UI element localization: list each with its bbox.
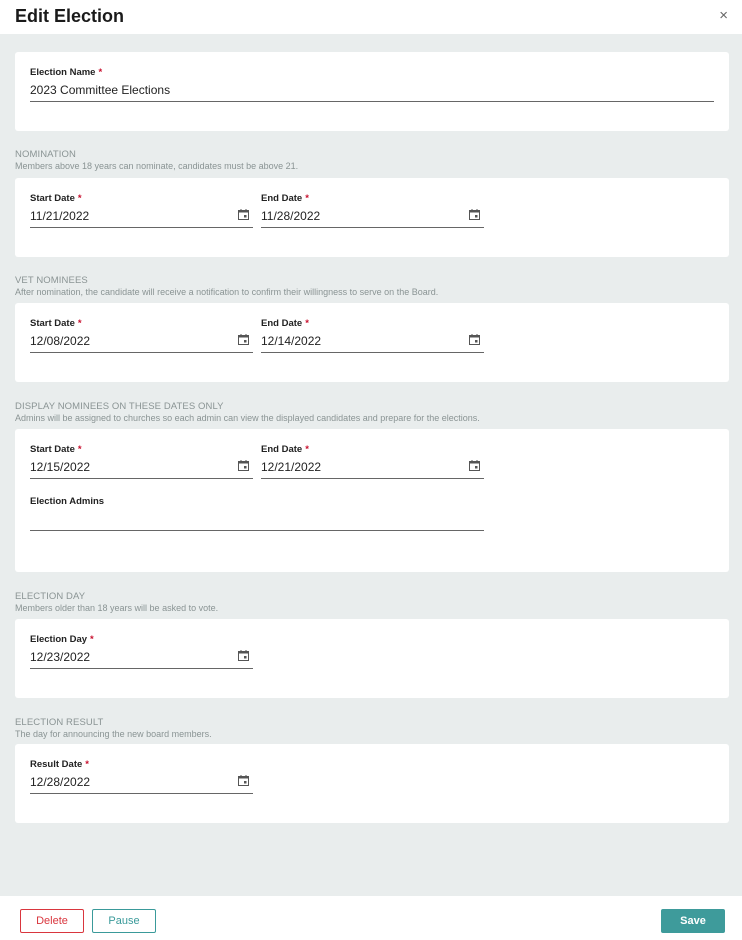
- section-description: After nomination, the candidate will receive a notification to confirm their willingness to serve on the Board.: [15, 287, 439, 297]
- pause-button[interactable]: Pause: [92, 909, 156, 933]
- input-underline: [30, 352, 253, 353]
- section-description: The day for announcing the new board members.: [15, 729, 212, 739]
- start-date-label: Start Date: [30, 193, 75, 204]
- section-description: Admins will be assigned to churches so each admin can view the displayed candidates and prepare for the elections.: [15, 413, 480, 423]
- calendar-icon[interactable]: [238, 650, 249, 661]
- dialog-footer: [0, 896, 742, 940]
- vet-start-date-input[interactable]: 12/08/2022: [30, 334, 91, 348]
- nomination-end-date-input[interactable]: 11/28/2022: [261, 209, 321, 223]
- input-underline: [30, 530, 484, 531]
- display-end-date-field[interactable]: [261, 444, 484, 474]
- required-mark: *: [90, 634, 94, 645]
- required-mark: *: [305, 193, 309, 204]
- start-date-label: Start Date: [30, 318, 75, 329]
- required-mark: *: [98, 67, 103, 78]
- required-mark: *: [305, 318, 309, 329]
- dialog-header: [0, 0, 742, 34]
- election-day-input[interactable]: 12/23/2022: [30, 650, 91, 664]
- section-description: Members above 18 years can nominate, candidates must be above 21.: [15, 161, 299, 171]
- input-underline: [261, 227, 484, 228]
- input-underline: [261, 478, 484, 479]
- input-underline: [30, 478, 253, 479]
- required-mark: *: [85, 759, 89, 770]
- section-title: VET NOMINEES: [15, 275, 88, 286]
- display-start-date-field[interactable]: [30, 444, 253, 474]
- display-nominees-card: [15, 429, 729, 572]
- election-name-input[interactable]: 2023 Committee Elections: [30, 83, 171, 97]
- display-start-date-input[interactable]: 12/15/2022: [30, 460, 91, 474]
- election-day-section-header: [15, 591, 727, 614]
- end-date-label: End Date: [261, 193, 303, 204]
- input-underline: [30, 227, 253, 228]
- section-title: ELECTION RESULT: [15, 717, 104, 728]
- election-name-card: [15, 52, 729, 131]
- calendar-icon[interactable]: [238, 775, 249, 786]
- section-description: Members older than 18 years will be asked to vote.: [15, 603, 219, 613]
- save-button[interactable]: Save: [661, 909, 725, 933]
- election-admins-label: Election Admins: [30, 496, 105, 507]
- vet-start-date-field[interactable]: [30, 318, 253, 348]
- start-date-label: Start Date: [30, 444, 75, 455]
- delete-button[interactable]: Delete: [20, 909, 84, 933]
- calendar-icon[interactable]: [469, 209, 480, 220]
- election-day-field[interactable]: [30, 634, 253, 664]
- close-icon[interactable]: ×: [719, 7, 728, 24]
- calendar-icon[interactable]: [469, 334, 480, 345]
- required-mark: *: [77, 318, 82, 329]
- vet-end-date-field[interactable]: [261, 318, 484, 348]
- calendar-icon[interactable]: [469, 460, 480, 471]
- election-result-section-header: [15, 717, 727, 740]
- election-day-card: [15, 619, 729, 698]
- end-date-label: End Date: [261, 318, 303, 329]
- required-mark: *: [77, 444, 82, 455]
- section-title: DISPLAY NOMINEES ON THESE DATES ONLY: [15, 401, 224, 412]
- nomination-start-date-field[interactable]: [30, 193, 253, 223]
- required-mark: *: [305, 444, 309, 455]
- calendar-icon[interactable]: [238, 209, 249, 220]
- election-name-field[interactable]: [30, 67, 714, 97]
- election-result-card: [15, 744, 729, 823]
- vet-end-date-input[interactable]: 12/14/2022: [261, 334, 322, 348]
- calendar-icon[interactable]: [238, 334, 249, 345]
- required-mark: *: [77, 193, 82, 204]
- result-date-label: Result Date: [30, 759, 83, 770]
- dialog-body: [0, 34, 742, 896]
- election-admins-field[interactable]: [30, 496, 484, 508]
- calendar-icon[interactable]: [238, 460, 249, 471]
- vet-nominees-card: [15, 303, 729, 382]
- nomination-section-header: [15, 149, 727, 172]
- nomination-card: [15, 178, 729, 257]
- result-date-field[interactable]: [30, 759, 253, 789]
- dialog-title: Edit Election: [15, 6, 125, 26]
- input-underline: [30, 793, 253, 794]
- input-underline: [261, 352, 484, 353]
- vet-nominees-section-header: [15, 275, 727, 298]
- section-title: ELECTION DAY: [15, 591, 86, 602]
- display-end-date-input[interactable]: 12/21/2022: [261, 460, 322, 474]
- election-day-label: Election Day: [30, 634, 88, 645]
- nomination-end-date-field[interactable]: [261, 193, 484, 223]
- input-underline: [30, 101, 714, 102]
- display-nominees-section-header: [15, 401, 727, 424]
- section-title: NOMINATION: [15, 149, 76, 160]
- election-name-label: Election Name: [30, 67, 96, 78]
- result-date-input[interactable]: 12/28/2022: [30, 775, 91, 789]
- input-underline: [30, 668, 253, 669]
- end-date-label: End Date: [261, 444, 303, 455]
- nomination-start-date-input[interactable]: 11/21/2022: [30, 209, 90, 223]
